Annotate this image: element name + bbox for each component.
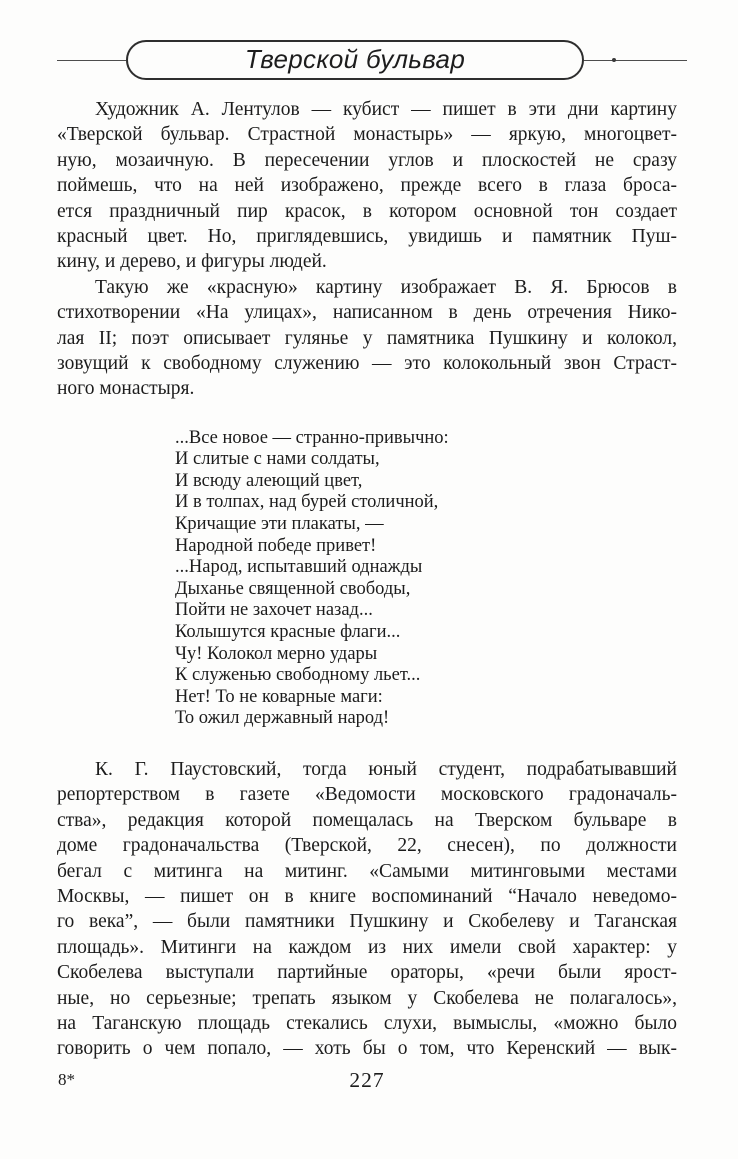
signature-mark: 8* bbox=[58, 1070, 75, 1089]
poem-line: И слитые с нами солдаты, bbox=[175, 449, 380, 470]
text-line: ется праздничный пир красок, в котором основной тон создает bbox=[57, 200, 677, 222]
text-line: красный цвет. Но, приглядевшись, увидишь и памятник Пуш- bbox=[57, 225, 677, 247]
page-body bbox=[57, 97, 677, 1062]
text-line: ную, мозаичную. В пересечении углов и плоскостей не сразу bbox=[57, 149, 677, 171]
poem-line: То ожил державный народ! bbox=[175, 708, 390, 729]
poem-line: Нет! То не коварные маги: bbox=[175, 686, 383, 707]
text-line: ства», редакция которой помещалась на Тверском бульваре в bbox=[57, 809, 677, 831]
text-line: площадь». Митинги на каждом из них имели свой характер: у bbox=[57, 936, 677, 958]
text-line: поймешь, что на ней изображено, прежде всего в глаза броса- bbox=[57, 175, 677, 197]
poem-line: К служенью свободному льет... bbox=[175, 665, 421, 686]
text-line: на Таганскую площадь стекались слухи, вымыслы, «можно было bbox=[57, 1012, 677, 1034]
poem-quote bbox=[175, 428, 677, 730]
poem-line: Колышутся красные флаги... bbox=[175, 622, 401, 643]
paragraph-3 bbox=[57, 757, 677, 1062]
poem-line: ...Все новое — странно-привычно: bbox=[175, 427, 449, 448]
poem-line: Кричащие эти плакаты, — bbox=[175, 514, 384, 535]
text-line: доме градоначальства (Тверской, 22, снесен), по должности bbox=[57, 835, 677, 857]
poem-line: Чу! Колокол мерно удары bbox=[175, 643, 378, 664]
text-line: Москвы, — пишет он в книге воспоминаний “Начало неведомо- bbox=[57, 885, 677, 907]
poem-line: И всюду алеющий цвет, bbox=[175, 470, 363, 491]
text-line: К. Г. Паустовский, тогда юный студент, подрабатывавший bbox=[95, 759, 677, 780]
text-line: репортерством в газете «Ведомости московского градоначаль- bbox=[57, 784, 677, 806]
header-rule-right bbox=[584, 60, 687, 61]
text-line: «Тверской бульвар. Страстной монастырь» — яркую, многоцвет- bbox=[57, 124, 677, 146]
text-line: го века”, — были памятники Пушкину и Скобелеву и Таганская bbox=[57, 911, 677, 933]
poem-line: Дыханье священной свободы, bbox=[175, 578, 411, 599]
rule-dot bbox=[612, 58, 616, 62]
poem-line: ...Народ, испытавший однажды bbox=[175, 557, 423, 578]
text-line: кину, и дерево, и фигуры людей. bbox=[57, 251, 327, 273]
poem-line: Народной победе привет! bbox=[175, 535, 377, 556]
chapter-title-pill bbox=[126, 40, 584, 80]
chapter-title: Тверской бульвар bbox=[244, 43, 466, 74]
text-line: Художник А. Лентулов — кубист — пишет в эти дни картину bbox=[95, 99, 677, 120]
text-line: лая II; поэт описывает гулянье у памятника Пушкину и колокол, bbox=[57, 327, 677, 349]
text-line: бегал с митинга на митинг. «Самыми митинговыми местами bbox=[57, 860, 677, 882]
header-rule-left bbox=[57, 60, 126, 61]
text-line: ного монастыря. bbox=[57, 378, 195, 400]
text-line: ные, но серьезные; трепать языком у Скобелева не полагалось», bbox=[57, 987, 677, 1009]
text-line: стихотворении «На улицах», написанном в день отречения Нико- bbox=[57, 302, 677, 324]
poem-line: И в толпах, над бурей столичной, bbox=[175, 492, 439, 513]
text-line: зовущий к свободному служению — это колокольный звон Страст- bbox=[57, 352, 677, 374]
text-line: Такую же «красную» картину изображает В. Я. Брюсов в bbox=[95, 276, 677, 298]
page-number: 227 bbox=[349, 1068, 385, 1092]
paragraph-2 bbox=[57, 275, 677, 402]
paragraph-1 bbox=[57, 97, 677, 275]
text-line: говорить о чем попало, — хоть бы о том, что Керенский — вык- bbox=[57, 1038, 677, 1060]
chapter-header bbox=[57, 40, 687, 80]
poem-line: Пойти не захочет назад... bbox=[175, 600, 373, 621]
text-line: Скобелева выступали партийные ораторы, «речи были ярост- bbox=[57, 962, 677, 984]
